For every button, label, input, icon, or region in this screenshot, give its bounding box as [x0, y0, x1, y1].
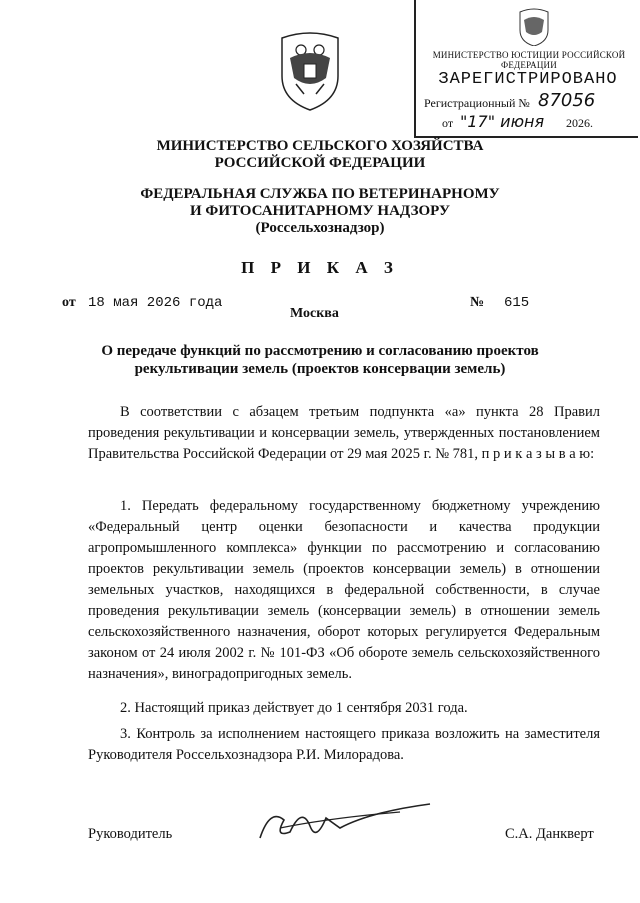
subject-line2: рекультивации земель (проектов консервации земель) — [134, 361, 506, 377]
order-subject — [100, 342, 540, 378]
signatory-position: Руководитель — [88, 826, 173, 842]
service-heading — [0, 186, 640, 237]
ministry-line1: МИНИСТЕРСТВО СЕЛЬСКОГО ХОЗЯЙСТВА — [156, 138, 484, 154]
stamp-ministry: МИНИСТЕРСТВО ЮСТИЦИИ РОССИЙСКОЙ ФЕДЕРАЦИИ — [432, 50, 626, 70]
state-emblem-icon — [274, 28, 346, 112]
order-city: Москва — [290, 306, 339, 321]
handwritten-signature — [250, 798, 440, 848]
ministry-heading — [0, 138, 640, 172]
stamp-emblem-icon — [514, 6, 554, 46]
item-3-paragraph: 3. Контроль за исполнением настоящего приказа возложить на заместителя Руководителя Россельхознадзора Р.И. Милорадова. — [88, 726, 600, 763]
preamble-paragraph: В соответствии с абзацем третьим подпункта «а» пункта 28 Правил проведения рекультивации и консервации земель, утвержденных постановлением Правительства Российской Федерации от 29 мая 2025 г. № 781, п р и к а з ы в а ю: — [88, 404, 600, 462]
order-number: 615 — [504, 295, 530, 311]
stamp-reg-year: 2026. — [566, 116, 593, 130]
service-line2: И ФИТОСАНИТАРНОМУ НАДЗОРУ — [190, 203, 450, 219]
service-line1: ФЕДЕРАЛЬНАЯ СЛУЖБА ПО ВЕТЕРИНАРНОМУ — [140, 186, 500, 202]
ministry-line2: РОССИЙСКОЙ ФЕДЕРАЦИИ — [214, 155, 426, 171]
stamp-registered: ЗАРЕГИСТРИРОВАНО — [438, 70, 618, 89]
item-2-paragraph: 2. Настоящий приказ действует до 1 сентября 2031 года. — [120, 700, 468, 716]
stamp-reg-number: 87056 — [538, 90, 596, 111]
order-date: 18 мая 2026 года — [88, 295, 223, 311]
stamp-reg-number-label: Регистрационный № — [424, 96, 530, 110]
registration-stamp — [414, 0, 638, 138]
order-from-label: от — [62, 295, 76, 310]
service-short: (Россельхознадзор) — [255, 220, 385, 236]
signatory-name: С.А. Данкверт — [505, 826, 594, 842]
order-number-label: № — [470, 295, 485, 310]
order-title: П Р И К А З — [241, 258, 399, 277]
subject-line1: О передаче функций по рассмотрению и согласованию проектов — [101, 343, 539, 359]
item-1-paragraph: 1. Передать федеральному государственному бюджетному учреждению «Федеральный центр оценки безопасности и качества продукции агропромышленного комплекса» функции по рассмотрению и согласованию проектов рекультивации земель (проектов консервации земель) в отношении земельных участков, находящихся в федеральной собственности, в случае проведения рекультивации земель (консервации земель) в отношении земель сельскохозяйственного назначения, оборот которых регулируется Федеральным законом от 24 июля 2002 г. № 101-ФЗ «Об обороте земель сельскохозяйственного назначения», виноградопригодных земель. — [88, 498, 600, 682]
stamp-reg-date: "17" июня — [460, 112, 545, 131]
stamp-from-label: от — [442, 116, 454, 130]
